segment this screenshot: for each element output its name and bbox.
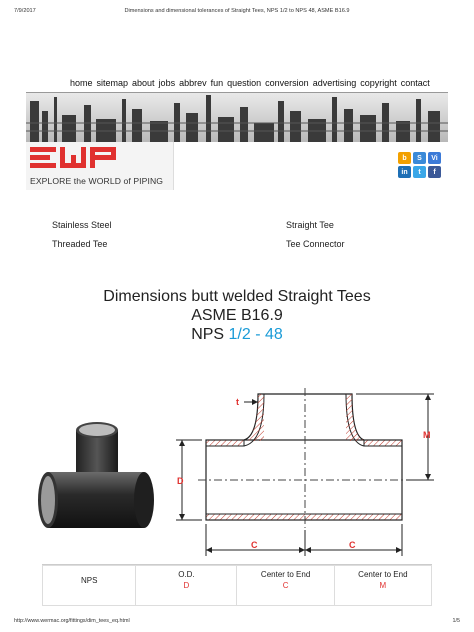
nav-fun[interactable]: fun xyxy=(210,78,224,88)
facebook-icon[interactable]: f xyxy=(428,166,441,178)
center-m-label: Center to End xyxy=(358,570,408,579)
label-C-right: C xyxy=(349,540,356,550)
tee-technical-drawing xyxy=(176,388,434,556)
od-symbol: D xyxy=(183,581,190,590)
link-stainless-steel[interactable]: Stainless Steel xyxy=(52,220,112,230)
print-footer xyxy=(14,618,460,626)
center-m-symbol: M xyxy=(379,581,387,590)
top-navigation xyxy=(70,78,448,90)
logo-tagline: EXPLORE the WORLD of PIPING xyxy=(30,176,164,186)
nps-range: 1/2 - 48 xyxy=(228,326,283,343)
vk-icon[interactable]: Vi xyxy=(428,152,441,164)
dimensions-table xyxy=(42,564,432,610)
site-logo[interactable] xyxy=(26,142,174,190)
nav-about[interactable]: about xyxy=(132,78,155,88)
center-c-symbol: C xyxy=(282,581,289,590)
nav-jobs[interactable]: jobs xyxy=(158,78,176,88)
nps-prefix: NPS xyxy=(191,326,229,343)
twitter-icon[interactable]: t xyxy=(413,166,426,178)
social-icons xyxy=(398,152,444,178)
page-heading xyxy=(0,287,474,344)
heading-nps xyxy=(0,325,474,344)
label-M: M xyxy=(423,430,431,440)
print-page-number: 1/5 xyxy=(452,618,460,624)
tee-3d-render xyxy=(38,422,154,528)
heading-standard: ASME B16.9 xyxy=(191,307,283,324)
print-url: http://www.wermac.org/fittings/dim_tees_eq.html xyxy=(14,618,130,624)
link-straight-tee[interactable]: Straight Tee xyxy=(286,220,334,230)
nav-sitemap[interactable]: sitemap xyxy=(96,78,129,88)
nav-contact[interactable]: contact xyxy=(400,78,430,88)
center-c-label: Center to End xyxy=(260,570,311,579)
nav-conversion[interactable]: conversion xyxy=(265,78,309,88)
nav-advertising[interactable]: advertising xyxy=(312,78,357,88)
table-header-od xyxy=(136,566,237,606)
refinery-banner-image xyxy=(26,92,448,142)
heading-title: Dimensions butt welded Straight Tees xyxy=(103,288,371,305)
od-label: O.D. xyxy=(178,570,195,579)
nav-copyright[interactable]: copyright xyxy=(360,78,397,88)
print-date: 7/9/2017 xyxy=(14,8,36,14)
stumbleupon-icon[interactable]: S xyxy=(413,152,426,164)
label-C-left: C xyxy=(251,540,258,550)
table-header-center-c xyxy=(237,566,334,606)
blogger-icon[interactable]: b xyxy=(398,152,411,164)
print-header xyxy=(14,8,460,18)
tee-figure xyxy=(26,380,456,560)
label-t: t xyxy=(236,397,239,407)
logo-row xyxy=(26,142,448,190)
print-title: Dimensions and dimensional tolerances of Straight Tees, NPS 1/2 to NPS 48, ASME B16.9 xyxy=(124,8,350,14)
nav-abbrev[interactable]: abbrev xyxy=(179,78,207,88)
link-threaded-tee[interactable]: Threaded Tee xyxy=(52,239,108,249)
link-tee-connector[interactable]: Tee Connector xyxy=(286,239,345,249)
table-header-nps: NPS xyxy=(43,566,136,606)
ewp-logo-icon xyxy=(30,146,130,170)
table-header-center-m xyxy=(334,566,431,606)
label-D: D xyxy=(177,476,184,486)
linkedin-icon[interactable]: in xyxy=(398,166,411,178)
nav-question[interactable]: question xyxy=(227,78,262,88)
nav-home[interactable]: home xyxy=(70,78,93,88)
